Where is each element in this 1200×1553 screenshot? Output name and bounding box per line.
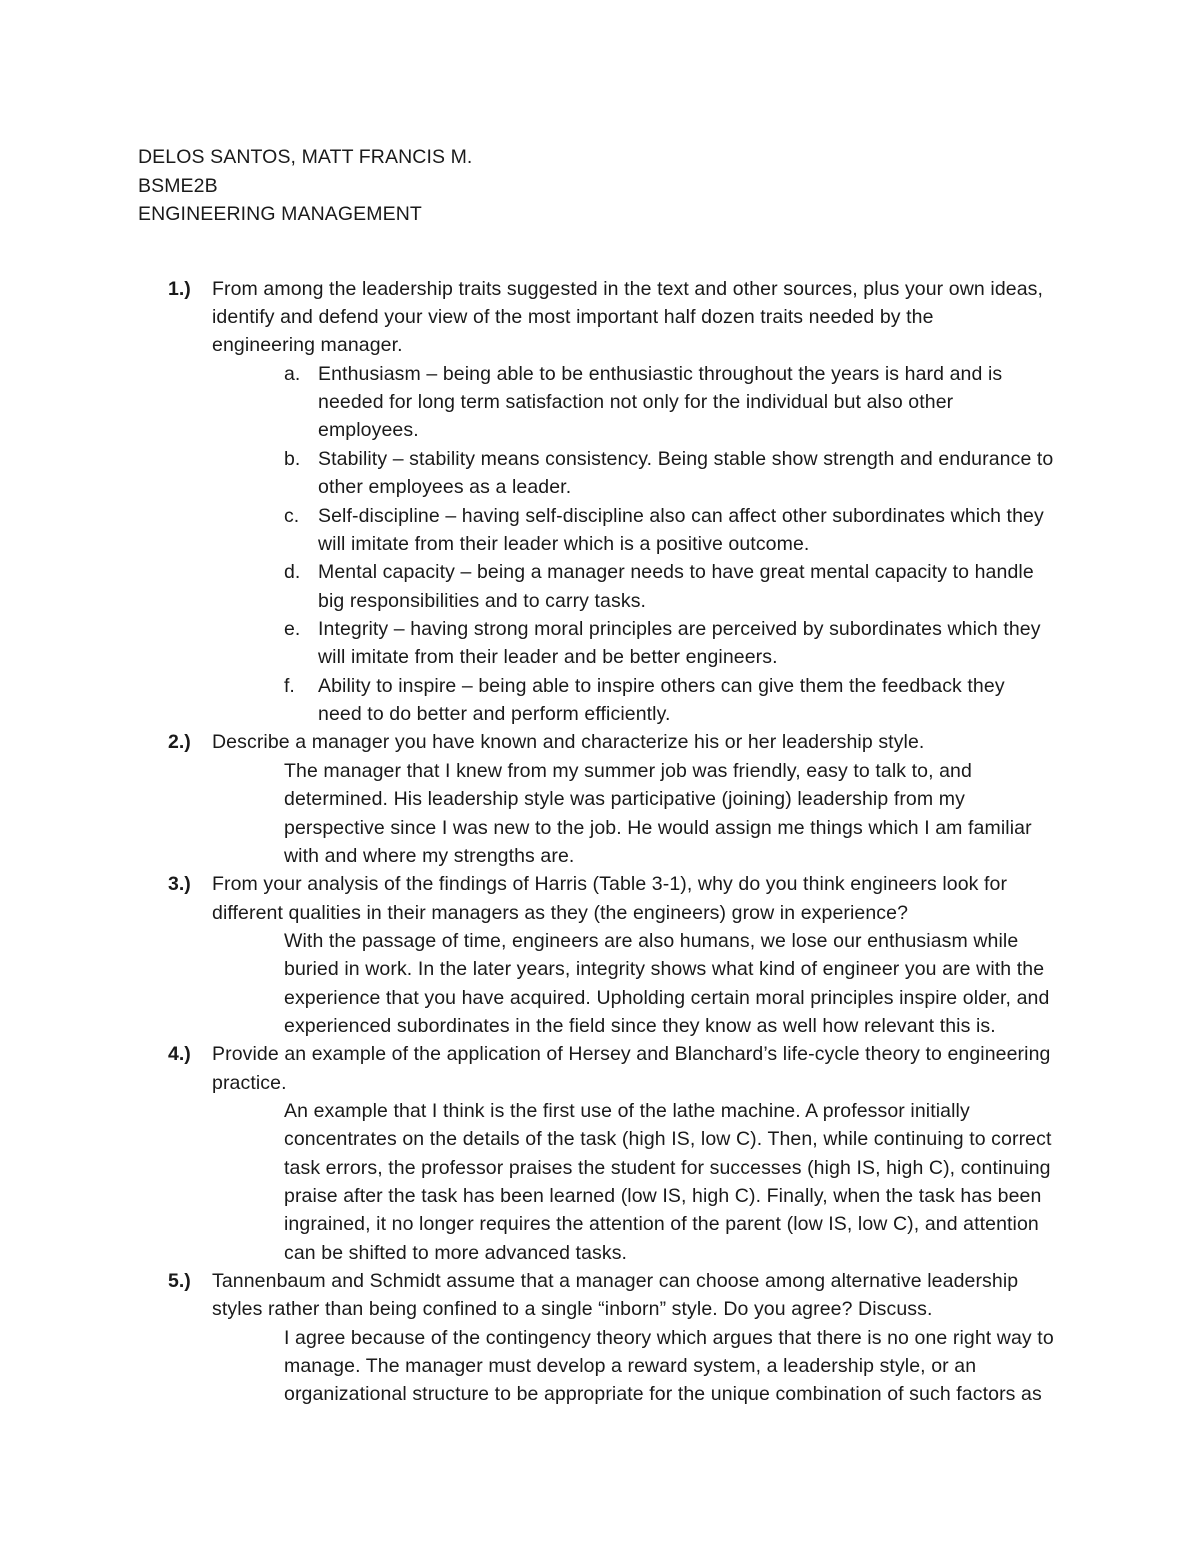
answer-text: with and where my strengths are. (284, 845, 575, 867)
question-text: Tannenbaum and Schmidt assume that a manager can choose among alternative leadership (212, 1270, 1019, 1292)
item-letter: a. (284, 363, 301, 385)
question-text: different qualities in their managers as they (the engineers) grow in experience? (212, 902, 909, 924)
student-name: DELOS SANTOS, MATT FRANCIS M. (138, 146, 473, 168)
item-letter: e. (284, 618, 301, 640)
item-text: Self-discipline – having self-discipline also can affect other subordinates which they (318, 505, 1044, 527)
answer-text: organizational structure to be appropriate for the unique combination of such factors as (284, 1383, 1042, 1405)
answer-text: perspective since I was new to the job. He would assign me things which I am familiar (284, 817, 1032, 839)
item-text: big responsibilities and to carry tasks. (318, 590, 647, 612)
answer-text: The manager that I knew from my summer job was friendly, easy to talk to, and (284, 760, 972, 782)
item-text: will imitate from their leader and be better engineers. (318, 646, 778, 668)
item-text: need to do better and perform efficiently. (318, 703, 671, 725)
item-text: other employees as a leader. (318, 476, 572, 498)
item-text: employees. (318, 419, 419, 441)
item-text: Ability to inspire – being able to inspire others can give them the feedback they (318, 675, 1005, 697)
answer-text: ingrained, it no longer requires the attention of the parent (low IS, low C), and attention (284, 1213, 1039, 1235)
question-number: 5.) (168, 1270, 191, 1292)
question-number: 1.) (168, 278, 191, 300)
answer-text: I agree because of the contingency theory which argues that there is no one right way to (284, 1327, 1054, 1349)
answer-text: experience that you have acquired. Upholding certain moral principles inspire older, and (284, 987, 1050, 1009)
item-text: needed for long term satisfaction not only for the individual but also other (318, 391, 954, 413)
item-text: Stability – stability means consistency. Being stable show strength and endurance to (318, 448, 1054, 470)
answer-text: concentrates on the details of the task (high IS, low C). Then, while continuing to correct (284, 1128, 1052, 1150)
course-title: ENGINEERING MANAGEMENT (138, 203, 422, 225)
item-letter: b. (284, 448, 301, 470)
answer-text: praise after the task has been learned (low IS, high C). Finally, when the task has been (284, 1185, 1042, 1207)
answer-text: With the passage of time, engineers are also humans, we lose our enthusiasm while (284, 930, 1019, 952)
answer-text: experienced subordinates in the field since they know as well how relevant this is. (284, 1015, 996, 1037)
item-text: Mental capacity – being a manager needs to have great mental capacity to handle (318, 561, 1034, 583)
item-letter: d. (284, 561, 301, 583)
student-section: BSME2B (138, 175, 218, 197)
answer-text: An example that I think is the first use of the lathe machine. A professor initially (284, 1100, 970, 1122)
answer-text: manage. The manager must develop a reward system, a leadership style, or an (284, 1355, 977, 1377)
item-letter: c. (284, 505, 300, 527)
answer-text: can be shifted to more advanced tasks. (284, 1242, 628, 1264)
item-text: will imitate from their leader which is a positive outcome. (318, 533, 810, 555)
question-text: identify and defend your view of the most important half dozen traits needed by the (212, 306, 934, 328)
answer-text: task errors, the professor praises the student for successes (high IS, high C), continuing (284, 1157, 1051, 1179)
answer-text: determined. His leadership style was participative (joining) leadership from my (284, 788, 965, 810)
question-number: 4.) (168, 1043, 191, 1065)
item-letter: f. (284, 675, 295, 697)
question-number: 2.) (168, 731, 191, 753)
question-number: 3.) (168, 873, 191, 895)
question-text: practice. (212, 1072, 287, 1094)
question-text: Provide an example of the application of Hersey and Blanchard’s life-cycle theory to engineering (212, 1043, 1051, 1065)
item-text: Enthusiasm – being able to be enthusiastic throughout the years is hard and is (318, 363, 1003, 385)
answer-text: buried in work. In the later years, integrity shows what kind of engineer you are with the (284, 958, 1045, 980)
question-text: styles rather than being confined to a single “inborn” style. Do you agree? Discuss. (212, 1298, 933, 1320)
question-text: From among the leadership traits suggested in the text and other sources, plus your own ideas, (212, 278, 1044, 300)
question-text: Describe a manager you have known and characterize his or her leadership style. (212, 731, 925, 753)
question-text: From your analysis of the findings of Harris (Table 3-1), why do you think engineers look for (212, 873, 1008, 895)
item-text: Integrity – having strong moral principles are perceived by subordinates which they (318, 618, 1041, 640)
question-text: engineering manager. (212, 334, 403, 356)
